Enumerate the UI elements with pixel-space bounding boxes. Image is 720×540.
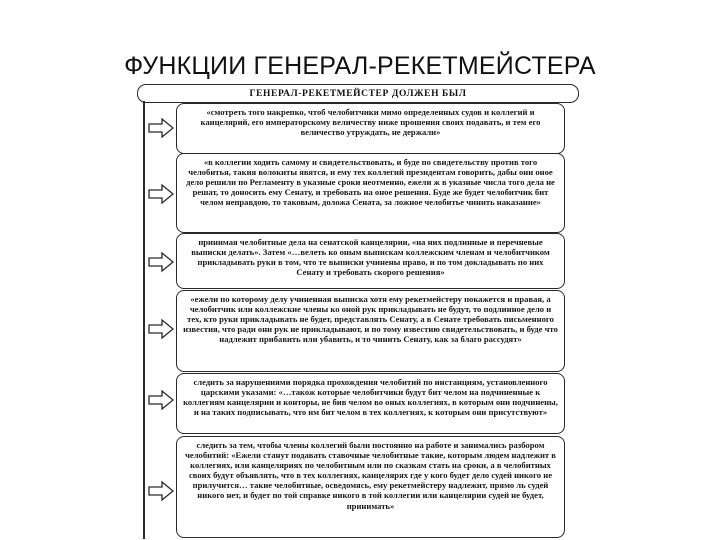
arrow-right-icon xyxy=(148,117,174,139)
function-text-5: следить за нарушениями порядка прохождения челобитий по инстанциям, установленного царскими указами: «…також которые челобитчики будут бит челом на подчиненные к коллегиям канцелярии и конторы, не бив челом во оных коллегиях, в которым они подчинены, и на таких подписывать, что им бит челом в тех коллегиях, к которым они присутствуют» xyxy=(183,377,558,418)
header-label: ГЕНЕРАЛ-РЕКЕТМЕЙСТЕР ДОЛЖЕН БЫЛ xyxy=(249,88,467,99)
connector-line xyxy=(143,101,145,539)
function-box-2 xyxy=(176,153,565,233)
function-text-6: следить за тем, чтобы члены коллегий были постоянно на работе и занимались разбором челобитий: «Ежели станут подавать ставочные челобитные такие, которым людем надлежит в коллегиях, или канцеляриях по челобитным или по сказкам стать на сроки, а в челобитных своих будут объявлять, что в тех коллегиях, канцелярях где у кого будет дело судей никого не прилучится… такие челобитные, осведомясь, ему рекетмейстеру надлежит, прямо ль судей никого нет, и будет по той справке никого в той коллегии или канцелярии судей не будет, принимать» xyxy=(185,440,556,511)
arrow-right-icon xyxy=(148,251,174,273)
slide-title: ФУНКЦИИ ГЕНЕРАЛ-РЕКЕТМЕЙСТЕРА xyxy=(124,52,596,80)
function-box-1 xyxy=(176,103,565,154)
function-text-1: «смотреть того накрепко, чтоб челобитчики мимо определенных судов и коллегий и канцелярий, его императорскому величеству ниже прошения своих подавать, и тем его величество утруждать, не держали» xyxy=(200,107,541,138)
arrow-right-icon xyxy=(148,389,174,411)
function-box-6 xyxy=(176,436,565,538)
function-box-3 xyxy=(176,233,565,289)
function-text-4: «ежели по которому делу учиненная выписка хотя ему рекетмейстеру покажется и правая, а челобитчик или коллежские члены ко оной рук прикладывать не будут, то подлинное дело и тех, кто руки прикладывать не будет, представлять Сенату, а в Сенате требовать письменного известия, что ради они рук не прикладывают, и по тому известию свидетельствовать, и буде что надлежит прибавить или убавить, и то чинить Сенату, как за благо рассудят» xyxy=(183,294,558,345)
arrow-right-icon xyxy=(148,318,174,340)
header-bar xyxy=(137,84,579,103)
arrow-right-icon xyxy=(148,480,174,502)
function-box-5 xyxy=(176,373,565,434)
function-text-2: «в коллегии ходить самому и свидетельствовать, и буде по свидетельству против того челобитья, такия волокиты явятся, и ему тех коллегий президентам говорить, дабы они оное дело решили по Регламенту в указные сроки неотменно, ежели ж в указные числа того дела не решат, то доносить ему Сенату, и требовать на оное решения. Буде же будет челобитчик бит челом неправдою, то таковым, доложа Сената, за ложное челобитье чинить наказание» xyxy=(186,157,555,208)
function-text-3: принимая челобитные дела на сенатской канцелярии, «на них подлинные и перечневые выписки делать». Затем «…велеть ко оным выпискам коллежским членам и челобитчиком прикладывать руки в том, что те выписки учинены право, и по том докладывать по них Сенату и требовать скорого решения» xyxy=(191,237,550,278)
function-box-4 xyxy=(176,290,565,372)
arrow-right-icon xyxy=(148,183,174,205)
